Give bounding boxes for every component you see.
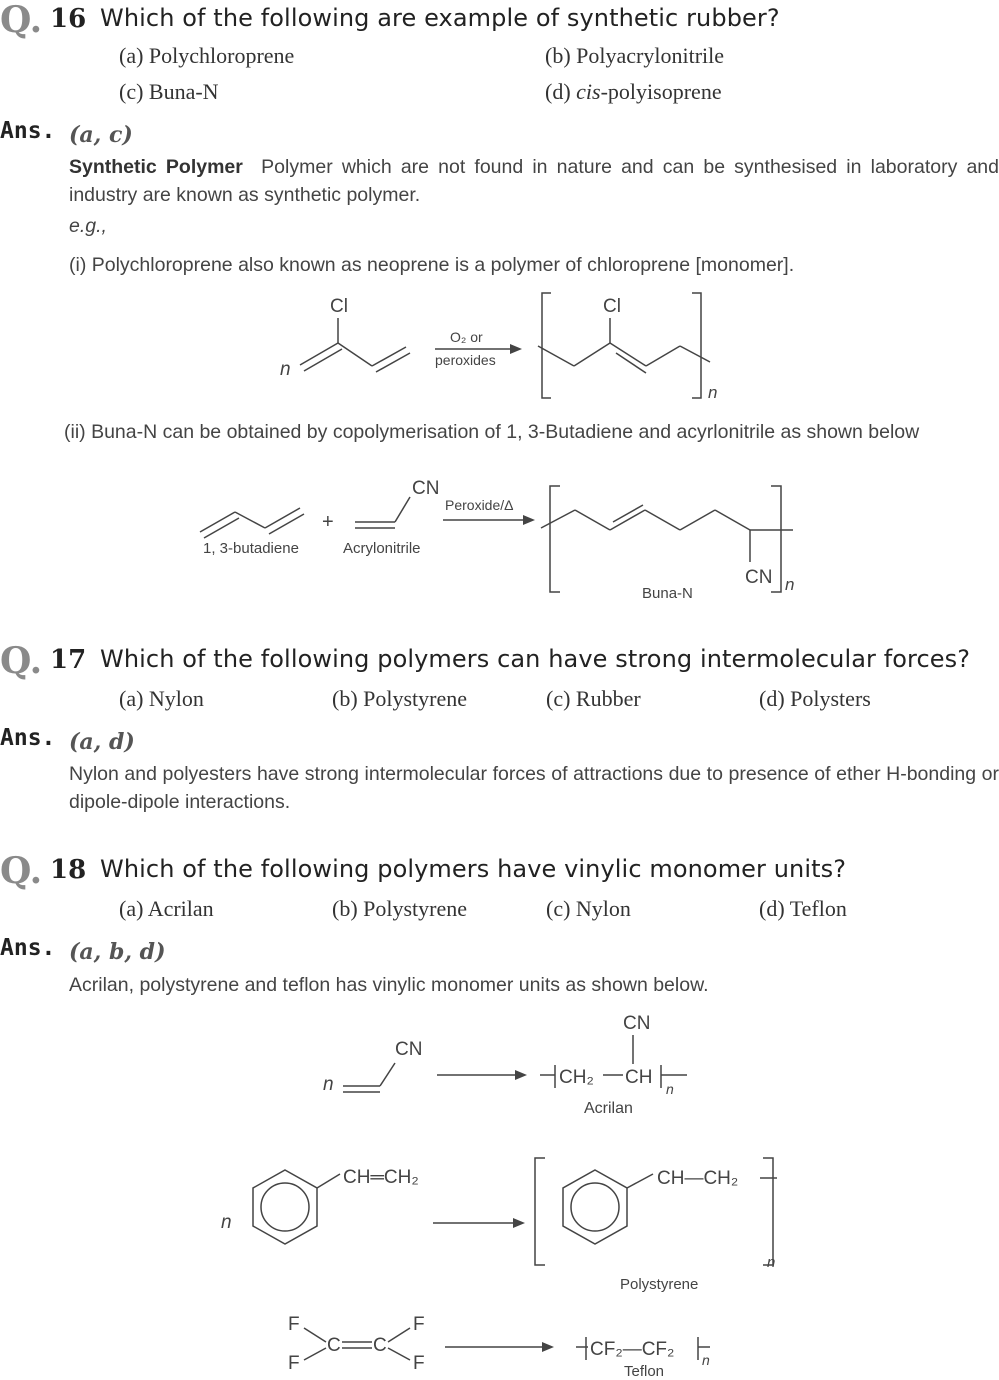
option-d: (d) Teflon [759, 896, 847, 921]
explanation: Nylon and polyesters have strong intermolecular forces of attractions due to presence of ether H-bonding or dipole-dipole interactions. [69, 763, 999, 813]
product-cn: CN [745, 567, 773, 588]
bond [645, 510, 680, 530]
bond [388, 1328, 410, 1342]
scheme1-n-sub: n [708, 383, 718, 402]
teflon-f1: F [288, 1314, 300, 1335]
arrow-label-top: O₂ or [450, 329, 483, 345]
teflon-c2: C [373, 1335, 387, 1356]
option-a: (a) Acrilan [119, 896, 214, 921]
bond [538, 346, 574, 366]
butadiene-label: 1, 3-butadiene [203, 540, 299, 557]
bond [235, 512, 265, 528]
acrilan-n-sub: n [666, 1081, 674, 1097]
left-bracket [535, 1158, 545, 1265]
option-a: (a) Polychloroprene [119, 43, 295, 68]
right-bracket [771, 486, 781, 592]
definition-paragraph: Synthetic Polymer Polymer which are not found in nature and can be synthesised in laboratory and industry are known as synthetic polymer. [69, 156, 999, 206]
question-text: Which of the following polymers can have strong intermolecular forces? [100, 645, 971, 673]
scheme2-n-sub: n [785, 575, 795, 594]
example-label: e.g., [69, 215, 107, 237]
scheme1-n: n [280, 359, 291, 380]
polystyrene-chain: CH—CH₂ [657, 1168, 739, 1189]
benzene-ring [253, 1170, 317, 1244]
arrowhead [515, 1070, 527, 1080]
option-b: (b) Polyacrylonitrile [545, 43, 725, 68]
option-a: (a) Nylon [119, 686, 204, 711]
arrowhead [510, 344, 522, 354]
bond [304, 1348, 326, 1360]
polystyrene-label: Polystyrene [620, 1276, 699, 1293]
bond [317, 1174, 340, 1188]
bond [376, 353, 410, 372]
scheme1-cl-product: Cl [603, 296, 621, 317]
acrilan-label: Acrilan [584, 1100, 633, 1117]
teflon-product: CF₂—CF₂ [590, 1339, 675, 1360]
acrylonitrile-label: Acrylonitrile [343, 540, 421, 557]
bond [680, 510, 715, 530]
bond [388, 1348, 410, 1360]
option-d: (d) cis-polyisoprene [545, 79, 722, 104]
option-d: (d) Polysters [759, 686, 871, 711]
bond [395, 497, 410, 522]
question-number: 17 [50, 645, 87, 675]
benzene-ring [563, 1170, 627, 1244]
arrowhead [513, 1218, 525, 1228]
question-number: 16 [50, 4, 87, 34]
question-number: 18 [50, 855, 87, 885]
teflon-n-sub: n [702, 1352, 710, 1368]
buna-n-label: Buna-N [642, 585, 693, 602]
option-c: (c) Buna-N [119, 79, 219, 104]
arrow-label: Peroxide/Δ [445, 497, 514, 513]
bond [372, 347, 406, 366]
option-c: (c) Rubber [546, 686, 641, 711]
teflon-c1: C [327, 1335, 341, 1356]
bond [265, 508, 300, 528]
bond [200, 512, 235, 532]
answer-value: (a, c) [69, 122, 133, 148]
buna-n-scheme [195, 472, 805, 607]
explanation: Acrilan, polystyrene and teflon has vinylic monomer units as shown below. [69, 974, 709, 996]
acrilan-monomer-cn: CN [395, 1039, 423, 1060]
answer-label: Ans. [0, 118, 56, 144]
arrow-label-bottom: peroxides [435, 352, 496, 368]
bond [627, 1174, 653, 1188]
acrilan-n: n [323, 1074, 334, 1095]
bond [380, 1063, 395, 1086]
point-ii: (ii) Buna-N can be obtained by copolymerisation of 1, 3-Butadiene and acyrlonitrile as shown below [64, 421, 920, 443]
bond [338, 343, 372, 366]
plus-sign: + [322, 511, 334, 533]
arrowhead [523, 515, 535, 525]
option-b: (b) Polystyrene [332, 896, 468, 921]
teflon-f4: F [413, 1353, 425, 1374]
bond [715, 510, 750, 530]
question-text: Which of the following are example of synthetic rubber? [100, 4, 780, 32]
question-text: Which of the following polymers have vinylic monomer units? [100, 855, 847, 883]
teflon-scheme [280, 1310, 730, 1378]
teflon-label: Teflon [624, 1363, 665, 1378]
definition-heading: Synthetic Polymer [69, 156, 243, 178]
bond [610, 343, 646, 366]
arrowhead [542, 1342, 554, 1352]
bond [680, 346, 710, 362]
answer-value: (a, d) [69, 729, 135, 755]
answer-value: (a, b, d) [69, 939, 166, 965]
option-b: (b) Polystyrene [332, 686, 468, 711]
polystyrene-n-sub: n [767, 1254, 776, 1271]
question-marker: Q. [0, 640, 43, 682]
right-bracket [763, 1158, 773, 1265]
right-bracket [692, 293, 701, 398]
acrilan-scheme [315, 1008, 705, 1120]
bond [575, 510, 610, 530]
benzene-circle [261, 1183, 309, 1231]
point-i: (i) Polychloroprene also known as neoprene is a polymer of chloroprene [monomer]. [69, 254, 795, 276]
bond [646, 346, 680, 366]
polystyrene-scheme [215, 1150, 790, 1300]
scheme1-cl: Cl [330, 296, 348, 317]
benzene-circle [571, 1183, 619, 1231]
teflon-f2: F [288, 1353, 300, 1374]
chloroprene-scheme [270, 288, 730, 406]
question-marker: Q. [0, 850, 43, 892]
bond [304, 1328, 326, 1342]
acrilan-ch2: CH₂ [559, 1067, 594, 1088]
bond [574, 343, 610, 366]
bond [541, 510, 575, 528]
acrilan-ch: CH [625, 1067, 653, 1088]
teflon-f3: F [413, 1314, 425, 1335]
left-bracket [542, 293, 551, 398]
bond [204, 518, 239, 538]
answer-label: Ans. [0, 935, 56, 961]
styrene-chain: CH═CH₂ [343, 1167, 419, 1188]
bond [269, 514, 304, 534]
answer-label: Ans. [0, 725, 56, 751]
polystyrene-n: n [221, 1212, 232, 1233]
question-marker: Q. [0, 0, 43, 41]
acrilan-polymer-cn: CN [623, 1013, 651, 1034]
acrylonitrile-cn: CN [412, 478, 440, 499]
option-c: (c) Nylon [546, 896, 631, 921]
left-bracket [550, 486, 560, 592]
